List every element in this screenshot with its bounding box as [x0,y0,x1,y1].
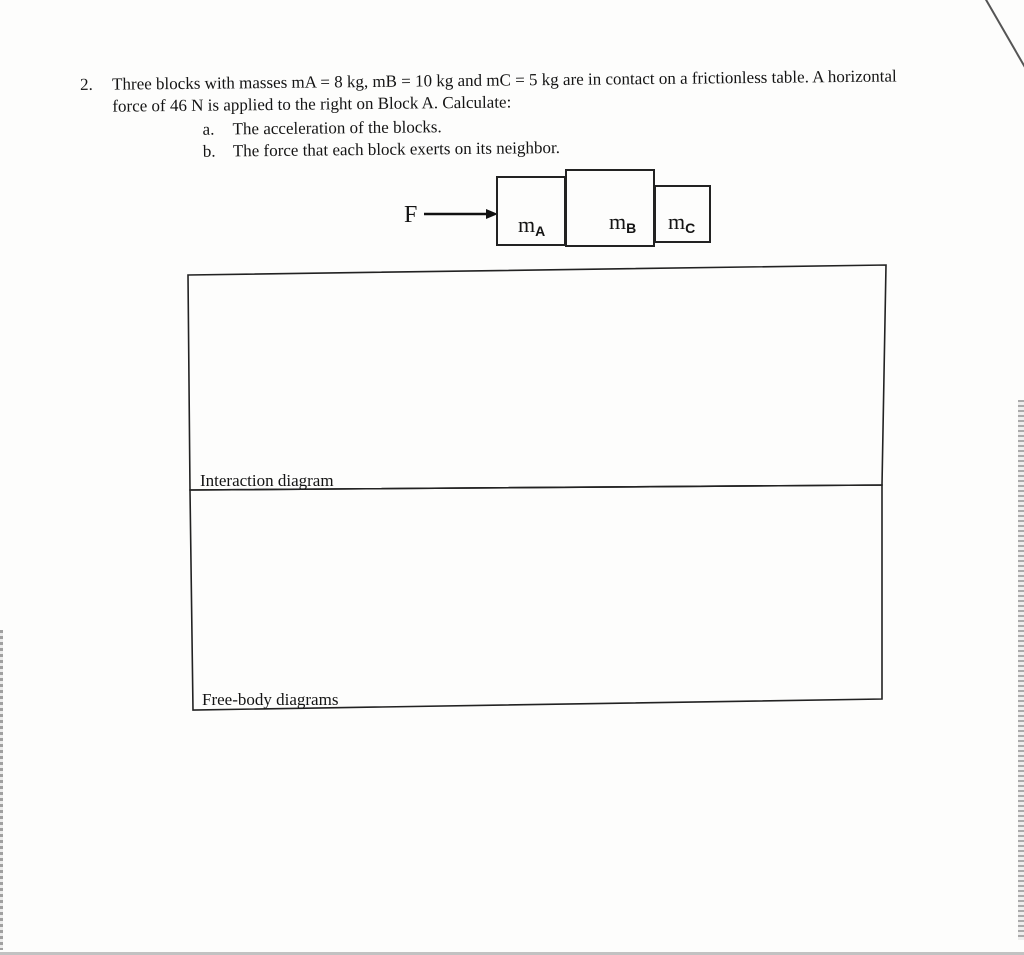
interaction-diagram-caption: Interaction diagram [200,471,334,490]
block-c-label: $m_C$ [668,209,696,236]
block-a [496,176,566,246]
problem-text-line-2: force of 46 N is applied to the right on Block A. Calculate: [112,92,512,116]
force-arrow-icon [424,208,500,220]
problem-statement [80,65,981,164]
problem-number: 2. [80,74,93,94]
block-a-label: $m_A$ [518,212,546,239]
scan-edge-left [0,630,3,950]
problem-parts-list [202,111,980,163]
part-letter: a. [202,119,215,139]
block-c [654,185,711,243]
page-fold-line [985,0,1024,69]
free-body-diagrams-box [190,485,882,710]
scan-edge-right [1018,400,1024,940]
part-text: The force that each block exerts on its neighbor. [232,137,561,161]
force-label: F [404,202,418,228]
block-b-label: $m_B$ [609,209,637,236]
problem-text-line-1: Three blocks with masses mA = 8 kg, mB = 10 kg and mC = 5 kg are in contact on a frictionless table. A horizontal [112,66,897,94]
block-b [565,169,655,247]
interaction-diagram-box [188,265,886,490]
part-text: The acceleration of the blocks. [232,117,442,139]
part-letter: b. [202,141,216,161]
blocks-figure [400,168,720,250]
free-body-diagrams-caption: Free-body diagrams [202,690,339,709]
